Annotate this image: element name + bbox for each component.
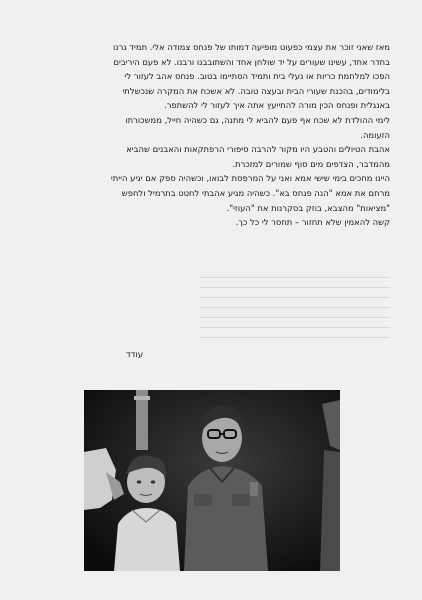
letter-line: לימי ההולדת לא שכח אף פעם להביא לי מתנה, גם כשהיה חייל, ממשכורתו	[125, 114, 390, 125]
letter-body	[50, 40, 390, 230]
letter-line: מרחם את אמא "הנה פנחס בא". כשהיה מגיע אהבתי לחטט בתרמיל ולחפש	[121, 187, 390, 198]
letter-line: הזעומה.	[360, 129, 390, 140]
letter-line: בחדר אחד, עשינו שעורים על יד שולחן אחד והשתובבנו ורבנו. לא פעם היריבים	[113, 56, 390, 67]
letter-line: מאז שאני זוכר את עצמי כפעוט מופיעה דמותו של פנחס צמודה אלי. תמיד גרנו	[112, 42, 390, 52]
letter-line: אהבת הטיולים והטבע היו מקור להרבה סיפורי הרפתקאות והאבנים שהביא	[126, 144, 390, 155]
letter-line: קשה להאמין שלא תחזור – תחסר לי כל כך.	[235, 217, 390, 228]
show-through-text	[200, 268, 390, 348]
letter-line: היינו מחכים בימי שישי אמא ואני על המרפסת לבואו, וכשהיה ספק אם יגיע הייתי	[110, 173, 390, 184]
photo-of-two-boys	[84, 390, 340, 571]
letter-line: "מציאות" מהצבא, בוזק בסקרנות את "העוזי".	[226, 202, 390, 213]
letter-line: בלימודים, בהכנת שעורי הבית ובעצה טובה. לא אשכח את המקרה שנכשלתי	[122, 85, 390, 96]
signature: עודד	[126, 350, 144, 360]
letter-line: מהמדבר, הצדפים מים סוף שמורים למזכרת.	[232, 158, 390, 169]
letter-line: באנגלית ופנחס הכין מורה להתייעץ אתה איך לעזור לי להשתפר.	[164, 100, 390, 111]
letter-line: הפכו למלחמת כריות או נעלי בית ותמיד הסתיימו בטוב. פנחס אהב לעזור לי	[124, 71, 390, 82]
